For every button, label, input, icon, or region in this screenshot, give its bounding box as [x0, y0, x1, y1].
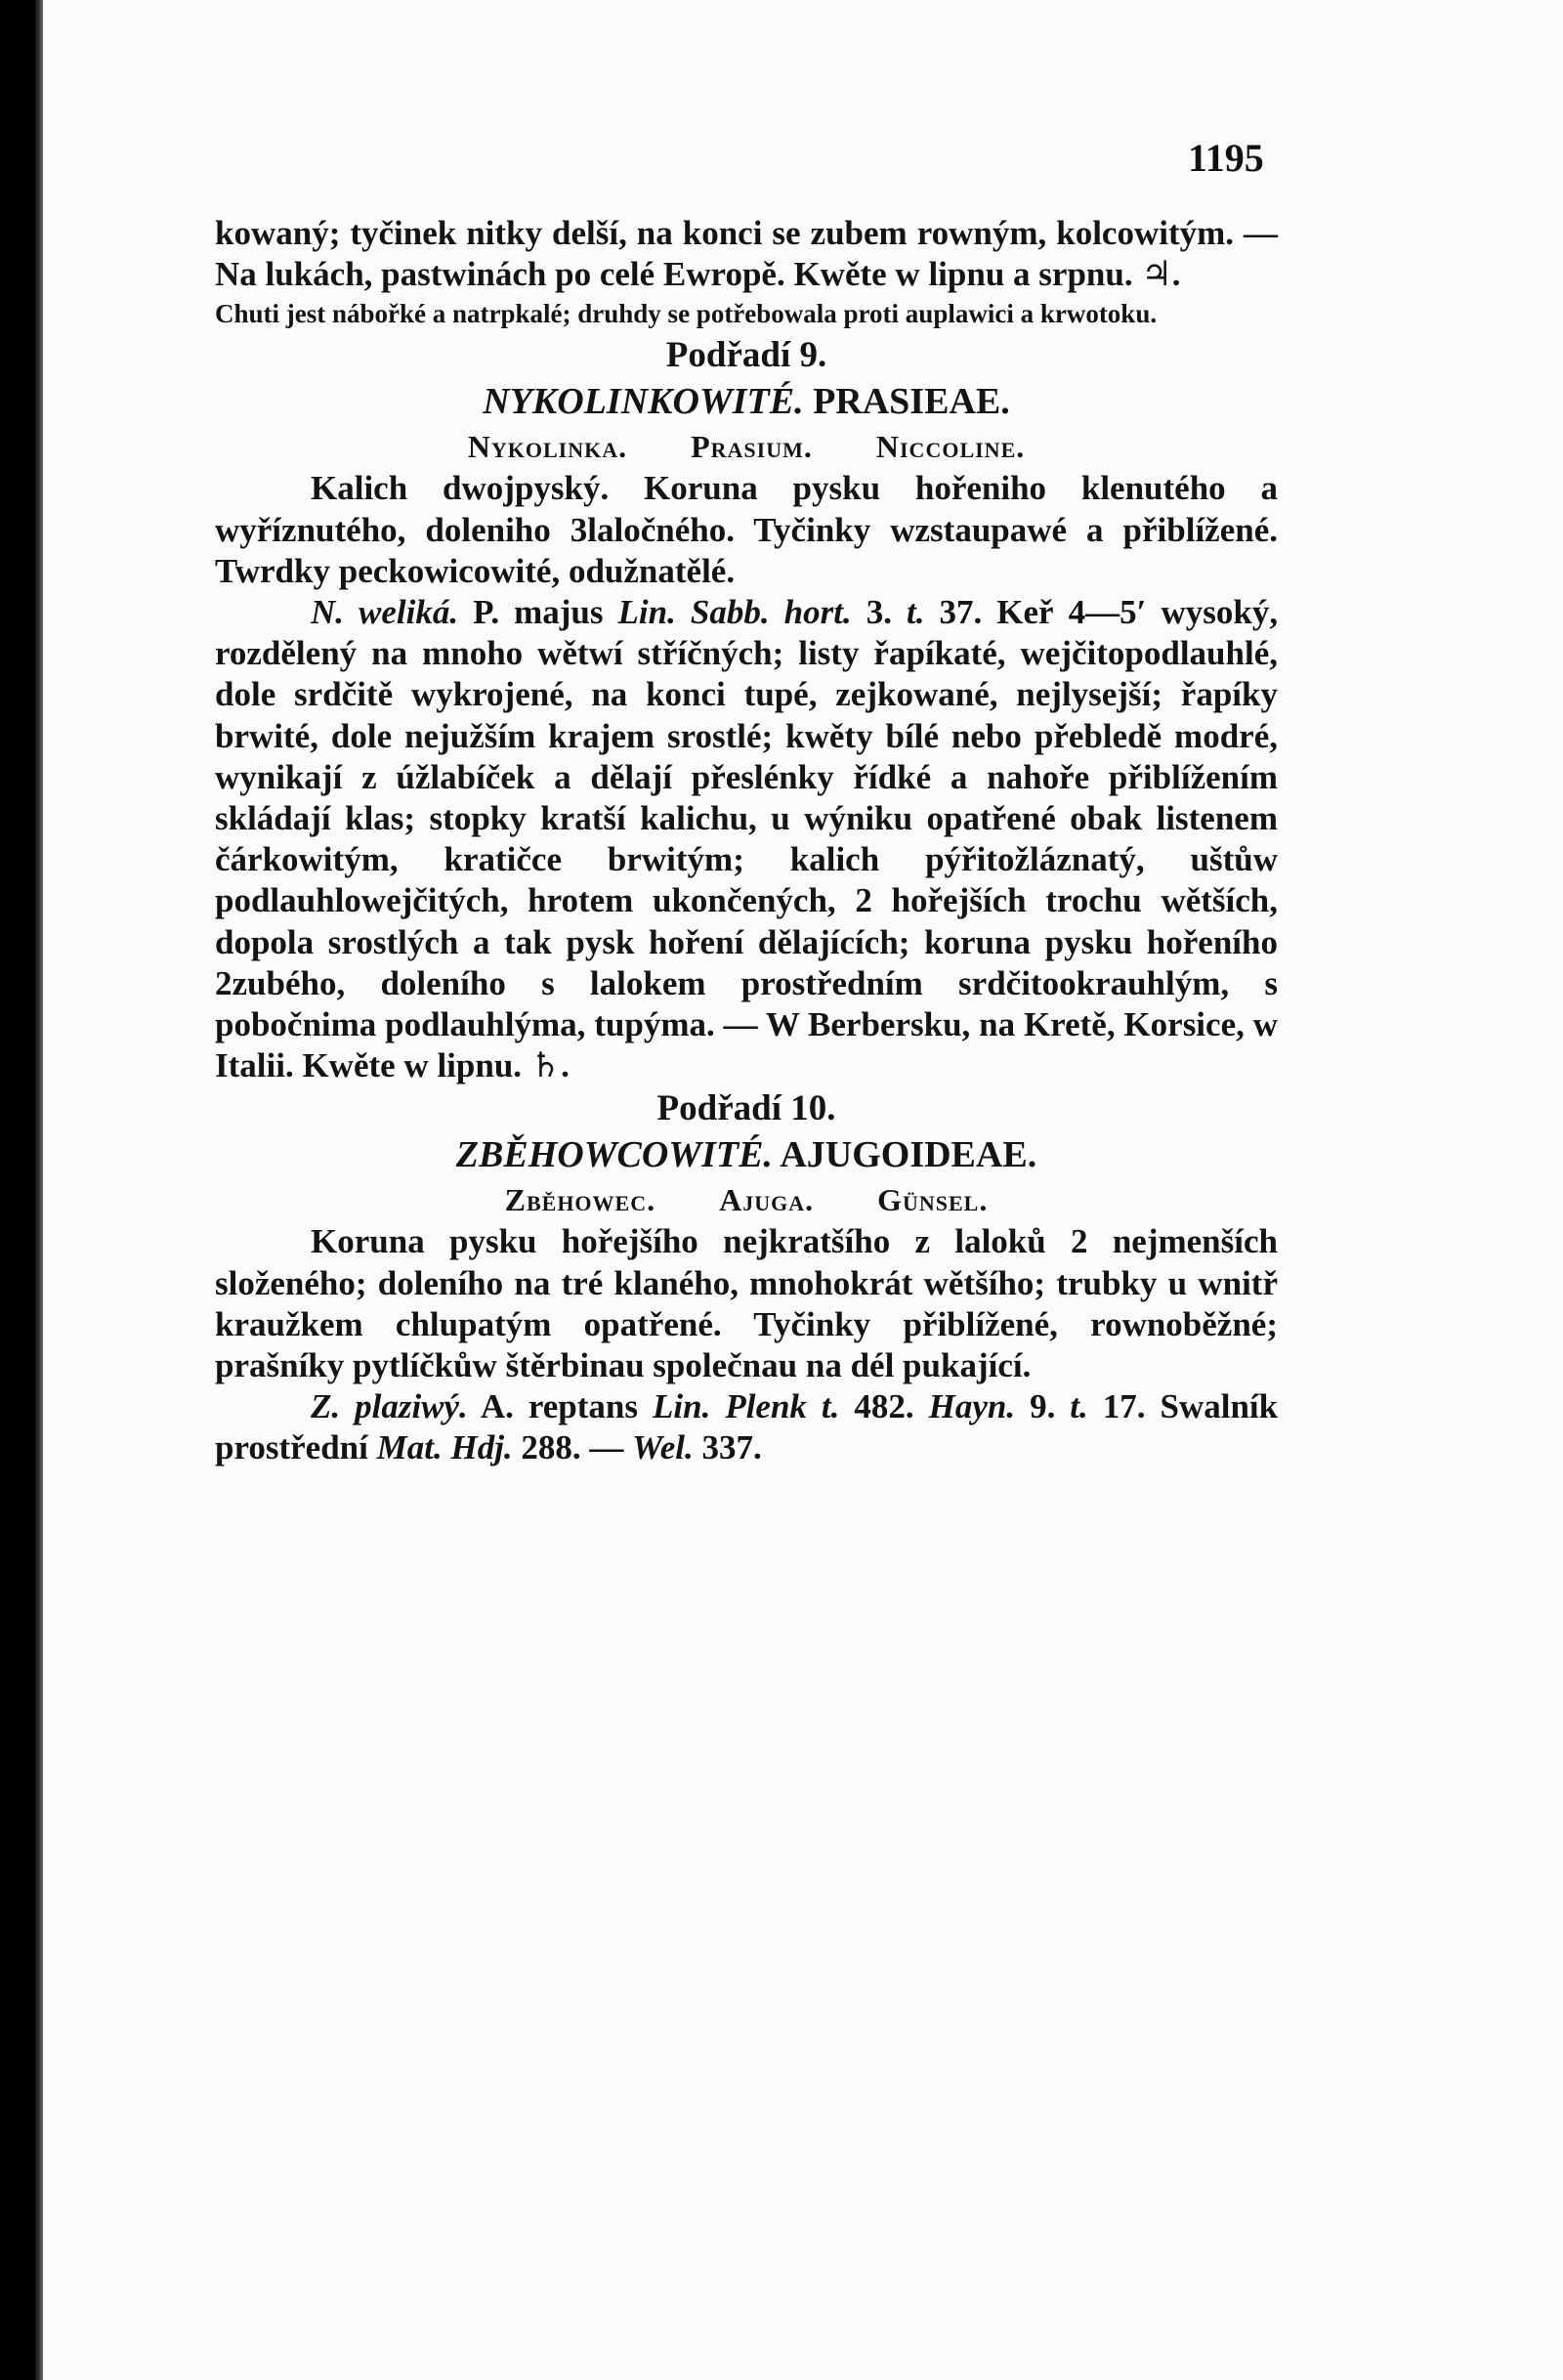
species-9-name: N. weliká.	[311, 593, 459, 632]
species-10-ref-swalnik: Swalník prostřední	[215, 1387, 1279, 1467]
species-9-ref-work: Sabb. hort.	[690, 593, 852, 632]
species-9-entry	[215, 592, 1278, 1086]
family-9-cz: NYKOLINKOWITÉ.	[483, 381, 804, 423]
family-10-cz: ZBĚHOWCOWITÉ.	[455, 1134, 773, 1176]
species-9-ref-t: t.	[907, 593, 925, 632]
species-10-ref-hayn-num: 9.	[1030, 1387, 1056, 1426]
book-page	[43, 0, 1563, 2380]
species-10-name: Z. plaziwý.	[311, 1387, 468, 1426]
genus-9-heading	[215, 425, 1278, 468]
page-number: 1195	[1188, 136, 1264, 180]
species-9-text: Keř 4—5′ wysoký, rozdělený na mnoho wětwí stříčných; listy řapíkaté, wejčitopodlauhlé, dole srdčitě wykrojené, na konci tupé, zejkowané, nejlysejší; řapíky brwité, dole nejužším krajem srostlé; kwěty bílé nebo přebledě modré, wynikají z úžlabíček a dělají přeslénky řídké a nahoře přiblížením skládají klas; stopky kratší kalichu, u wýniku opatřené obak listenem čárkowitým, kratičce brwitým; kalich pýřitožláznatý, uštůw podlauhlowejčitých, hrotem ukončených, 2 hořejších trochu wětších, dopola srostlých a tak pysk hoření dělajících; koruna pysku hořeního 2zubého, doleního s lalokem prostředním srdčitookrauhlým, s pobočnima podlauhlýma, tupýma. — W Berbersku, na Kretě, Korsice, w Italii. Kwěte w lipnu. ♄.	[215, 593, 1279, 1085]
species-9-ref-prefix: P. majus	[473, 593, 604, 632]
genus-9-cz: Nykolinka.	[467, 429, 628, 465]
family-10-heading	[215, 1131, 1278, 1178]
species-10-ref-t: t.	[1070, 1387, 1088, 1426]
intro-paragraph: kowaný; tyčinek nitky delší, na konci se zubem rowným, kolcowitým. — Na lukách, pastwinách po celé Ewropě. Kwěte w lipnu a srpnu. ♃.	[215, 214, 1278, 294]
genus-10-cz: Zběhowec.	[504, 1182, 656, 1218]
subtribe-10-heading: Podřadí 10.	[656, 1088, 836, 1129]
species-10-ref-dash: —	[589, 1428, 624, 1467]
species-9-ref-plate: 37.	[939, 593, 983, 632]
genus-9-la: Prasium.	[691, 429, 813, 465]
genus-10-description: Koruna pysku hořejšího nejkratšího z laloků 2 nejmenších složeného; doleního na tré klaného, mnohokrát wětšího; trubky u wnitř kraužkem chlupatým opatřené. Tyčinky přiblížené, rownoběžné; prašníky pytlíčkůw štěrbinau společnau na dél pukající.	[215, 1222, 1278, 1385]
species-10-ref-wel-num: 337.	[701, 1428, 762, 1467]
species-10-ref-mat: Mat. Hdj.	[376, 1428, 513, 1467]
species-10-ref-t-num: 17.	[1102, 1387, 1146, 1426]
genus-9-description: Kalich dwojpyský. Koruna pysku hořeniho klenutého a wyříznutého, doleniho 3laločného. Tyčinky wzstaupawé a přiblížené. Twrdky peckowicowité, odužnatělé.	[215, 469, 1278, 590]
species-10-ref-mat-num: 288.	[521, 1428, 581, 1467]
species-10-ref-lin: Lin.	[653, 1387, 711, 1426]
genus-9-de: Niccoline.	[875, 429, 1026, 465]
species-10-ref-wel: Wel.	[632, 1428, 694, 1467]
species-10-ref1: A. reptans	[480, 1387, 639, 1426]
family-10-la: AJUGOIDEAE.	[780, 1134, 1037, 1176]
species-10-ref-hayn: Hayn.	[928, 1387, 1016, 1426]
genus-10-la: Ajuga.	[719, 1182, 815, 1218]
subtribe-9-heading: Podřadí 9.	[665, 335, 827, 376]
family-9-heading	[215, 378, 1278, 425]
genus-10-heading	[215, 1178, 1278, 1221]
species-10-entry	[215, 1386, 1278, 1468]
species-9-ref-author: Lin.	[617, 593, 676, 632]
intro-note: Chuti jest nábořké a natrpkalé; druhdy se potřebowala proti auplawici a krwotoku.	[215, 299, 1158, 329]
family-9-la: PRASIEAE.	[813, 381, 1010, 423]
page-text	[215, 213, 1278, 1469]
genus-10-de: Günsel.	[877, 1182, 989, 1218]
species-10-ref-plenk-num: 482.	[854, 1387, 914, 1426]
species-10-ref-plenk: Plenk t.	[725, 1387, 840, 1426]
species-9-ref-num: 3.	[866, 593, 892, 632]
